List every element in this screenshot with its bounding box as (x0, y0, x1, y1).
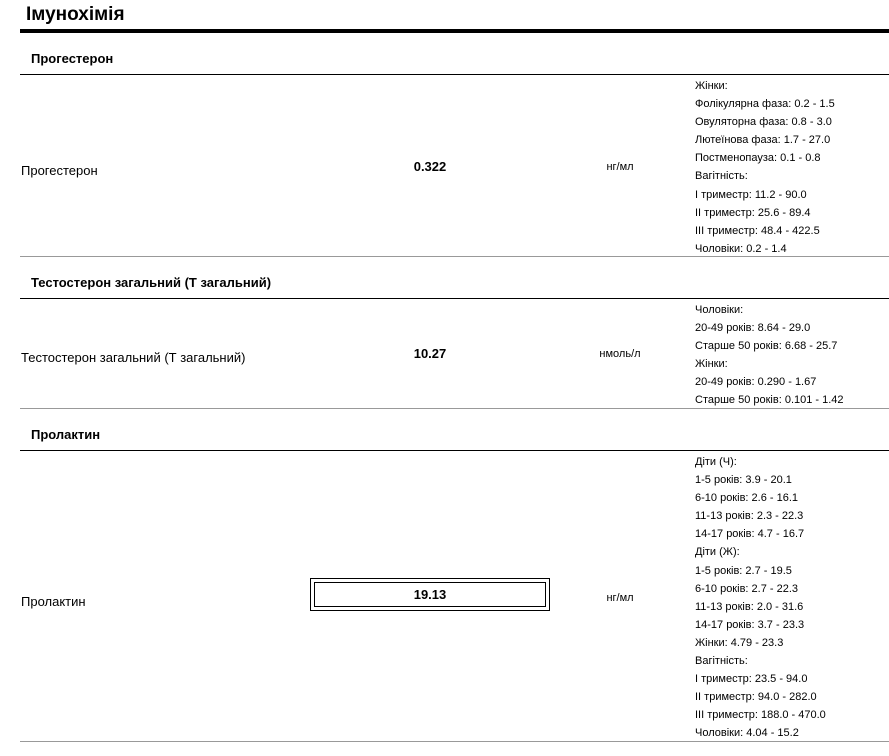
section-header (20, 44, 889, 75)
result-row (20, 75, 889, 257)
reference-range-line: II триместр: 25.6 - 89.4 (695, 206, 811, 219)
test-name: Пролактин (21, 594, 86, 609)
page-title: Імунохімія (26, 4, 125, 25)
section-progesterone (20, 44, 889, 257)
title-divider (20, 29, 889, 33)
reference-range-line: 20-49 років: 8.64 - 29.0 (695, 322, 811, 335)
test-unit: нг/мл (606, 592, 634, 604)
section-header-label: Прогестерон (31, 51, 114, 66)
reference-range-line: Чоловіки: 0.2 - 1.4 (695, 242, 787, 255)
test-value: 10.27 (413, 346, 447, 361)
test-name: Прогестерон (21, 163, 98, 178)
reference-range-line: III триместр: 48.4 - 422.5 (695, 224, 820, 237)
section-prolactin (20, 420, 889, 742)
reference-range-line: 11-13 років: 2.3 - 22.3 (695, 510, 804, 523)
reference-range-line: 6-10 років: 2.7 - 22.3 (695, 582, 798, 595)
reference-range-line: Діти (Ж): (695, 546, 740, 559)
reference-range-line: I триместр: 11.2 - 90.0 (695, 188, 807, 201)
reference-range-line: II триместр: 94.0 - 282.0 (695, 691, 817, 704)
test-unit: нмоль/л (599, 348, 641, 360)
section-header-label: Тестостерон загальний (Т загальний) (31, 275, 272, 290)
reference-range-line: Чоловіки: (695, 304, 744, 316)
test-unit: нг/мл (606, 161, 634, 173)
reference-range-line: Постменопауза: 0.1 - 0.8 (695, 152, 821, 165)
reference-range-line: Чоловіки: 4.04 - 15.2 (695, 727, 799, 740)
result-row (20, 299, 889, 409)
reference-range-line: I триместр: 23.5 - 94.0 (695, 673, 808, 686)
reference-range-line: Фолікулярна фаза: 0.2 - 1.5 (695, 98, 835, 111)
reference-ranges (695, 77, 835, 258)
reference-ranges (695, 453, 826, 743)
reference-range-line: 11-13 років: 2.0 - 31.6 (695, 600, 804, 613)
reference-range-line: Вагітність: (695, 170, 748, 183)
test-value-highlighted: 19.13 (310, 578, 550, 611)
reference-range-line: 14-17 років: 4.7 - 16.7 (695, 528, 805, 541)
section-header (20, 420, 889, 451)
reference-range-line: 1-5 років: 3.9 - 20.1 (695, 474, 792, 487)
reference-range-line: Овуляторна фаза: 0.8 - 3.0 (695, 116, 832, 129)
section-header (20, 268, 889, 299)
reference-range-line: III триместр: 188.0 - 470.0 (695, 709, 826, 722)
section-header-label: Пролактин (31, 427, 101, 442)
reference-range-line: Вагітність: (695, 655, 748, 668)
section-testosterone (20, 268, 889, 409)
reference-range-line: 14-17 років: 3.7 - 23.3 (695, 618, 805, 631)
reference-range-line: Лютеїнова фаза: 1.7 - 27.0 (695, 134, 831, 147)
reference-range-line: Жінки: (695, 80, 728, 92)
reference-ranges (695, 301, 844, 410)
reference-range-line: Жінки: (695, 358, 728, 371)
test-name: Тестостерон загальний (Т загальний) (21, 350, 246, 365)
reference-range-line: Старше 50 років: 6.68 - 25.7 (695, 340, 838, 353)
reference-range-line: 20-49 років: 0.290 - 1.67 (695, 376, 817, 389)
test-value: 0.322 (413, 159, 447, 174)
reference-range-line: Жінки: 4.79 - 23.3 (695, 636, 784, 649)
reference-range-line: 1-5 років: 2.7 - 19.5 (695, 564, 792, 577)
reference-range-line: Старше 50 років: 0.101 - 1.42 (695, 394, 844, 407)
reference-range-line: 6-10 років: 2.6 - 16.1 (695, 492, 798, 505)
reference-range-line: Діти (Ч): (695, 456, 737, 468)
result-row (20, 451, 889, 742)
